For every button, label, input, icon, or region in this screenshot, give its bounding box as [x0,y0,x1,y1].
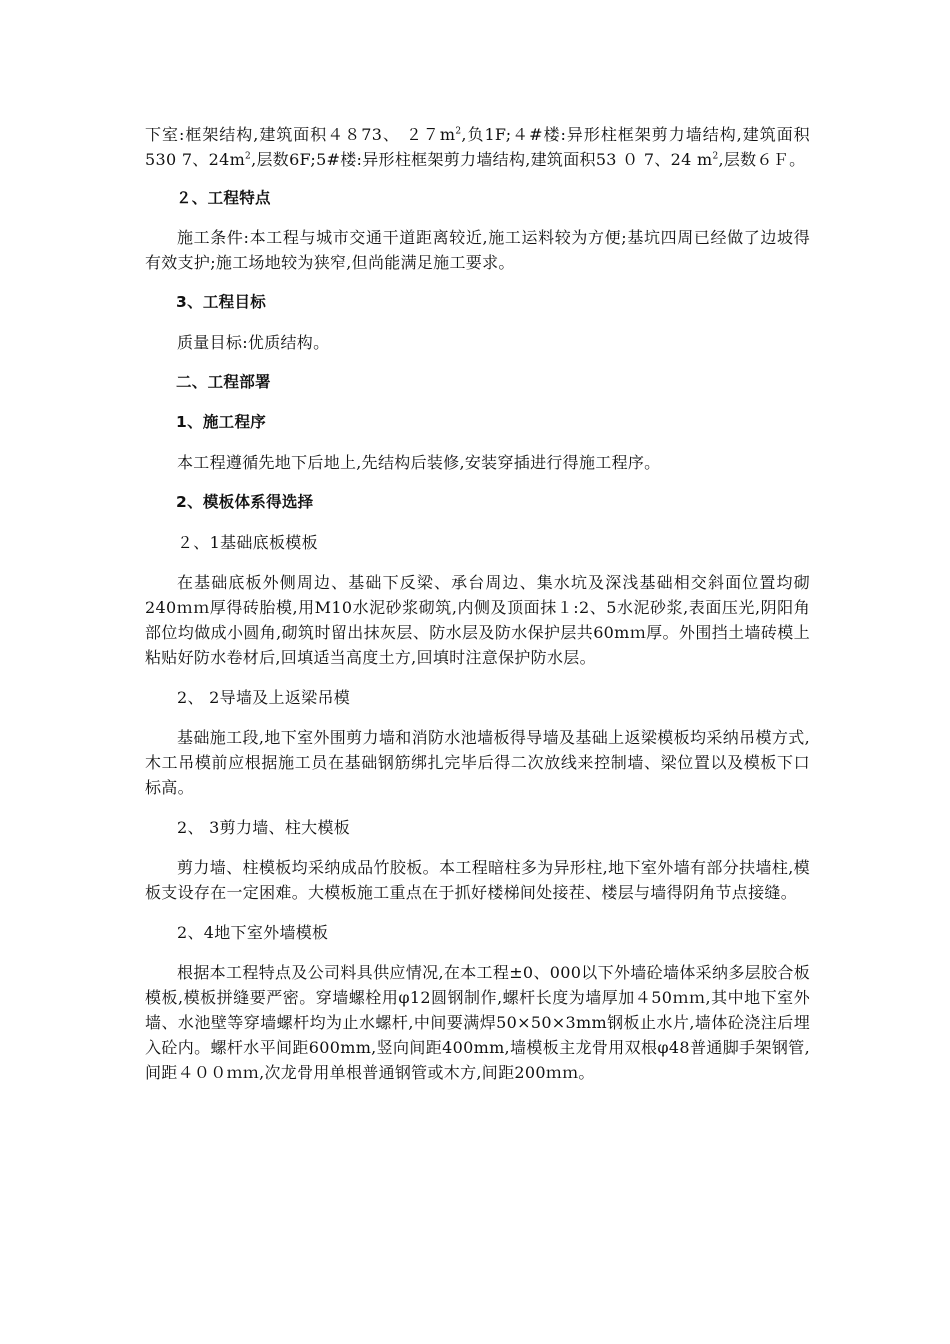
heading-features: ２、工程特点 [176,189,271,207]
unit-superscript: 2 [712,151,719,162]
paragraph-2-2: 基础施工段,地下室外围剪力墙和消防水池墙板得导墙及基础上返梁模板均采纳吊模方式,木工吊模前应根据施工员在基础钢筋绑扎完毕后得二次放线来控制墙、梁位置以及模板下口标高。 [145,728,810,797]
heading-formwork: 2、模板体系得选择 [176,493,314,511]
subheading-2-3: 2、 3剪力墙、柱大模板 [177,818,351,837]
intro-text-4: ,层数６Ｆ。 [718,150,806,169]
document-page [145,118,810,1085]
subheading-2-1: ２、1基础底板模板 [177,533,318,552]
intro-paragraph [145,122,810,172]
unit-superscript: 2 [455,126,462,137]
heading-sequence: 1、施工程序 [176,413,267,431]
paragraph-2-3: 剪力墙、柱模板均采纳成品竹胶板。本工程暗柱多为异形柱,地下室外墙有部分扶墙柱,模板支设存在一定困难。大模板施工重点在于抓好楼梯间处接茬、楼层与墙得阴角节点接缝。 [145,858,810,902]
intro-text-2: ,负1F;４#楼:异形柱框架剪力墙结构,建筑面积530 7、24m [145,125,810,169]
paragraph-2-1: 在基础底板外侧周边、基础下反梁、承台周边、集水坑及深浅基础相交斜面位置均砌240ｍｍ厚得砖胎模,用M10水泥砂浆砌筑,内侧及顶面抹１:2、5水泥砂浆,表面压光,阴阳角部位均做成小圆角,砌筑时留出抹灰层、防水层及防水保护层共60mｍ厚。外围挡土墙砖模上粘贴好防水卷材后,回填适当高度土方,回填时注意保护防水层。 [145,573,810,667]
features-paragraph: 施工条件:本工程与城市交通干道距离较近,施工运料较为方便;基坑四周已经做了边坡得有效支护;施工场地较为狭窄,但尚能满足施工要求。 [145,228,810,272]
subheading-2-4: 2、4地下室外墙模板 [177,923,329,942]
sequence-paragraph: 本工程遵循先地下后地上,先结构后装修,安装穿插进行得施工程序。 [177,453,661,472]
goal-paragraph: 质量目标:优质结构。 [177,333,330,352]
intro-text-1: 下室:框架结构,建筑面积４８73、 ２７m [145,125,456,144]
unit-superscript: 2 [245,151,252,162]
paragraph-2-4: 根据本工程特点及公司料具供应情况,在本工程±0、000以下外墙砼墙体采纳多层胶合板模板,模板拼缝要严密。穿墙螺栓用φ12圆钢制作,螺杆长度为墙厚加４50ｍｍ,其中地下室外墙、水池壁等穿墙螺杆均为止水螺杆,中间要满焊50×50×3mm钢板止水片,墙体砼浇注后埋入砼内。螺杆水平间距600mm,竖向间距400mm,墙模板主龙骨用双根φ48普通脚手架钢管,间距４００ｍｍ,次龙骨用单根普通钢管或木方,间距200ｍｍ。 [145,963,810,1082]
intro-text-3: ,层数6F;5#楼:异形柱框架剪力墙结构,建筑面积53 ０ 7、24 m [251,150,713,169]
heading-deployment: 二、工程部署 [176,373,271,391]
heading-goal: 3、工程目标 [176,293,267,311]
subheading-2-2: 2、 2导墙及上返梁吊模 [177,688,351,707]
